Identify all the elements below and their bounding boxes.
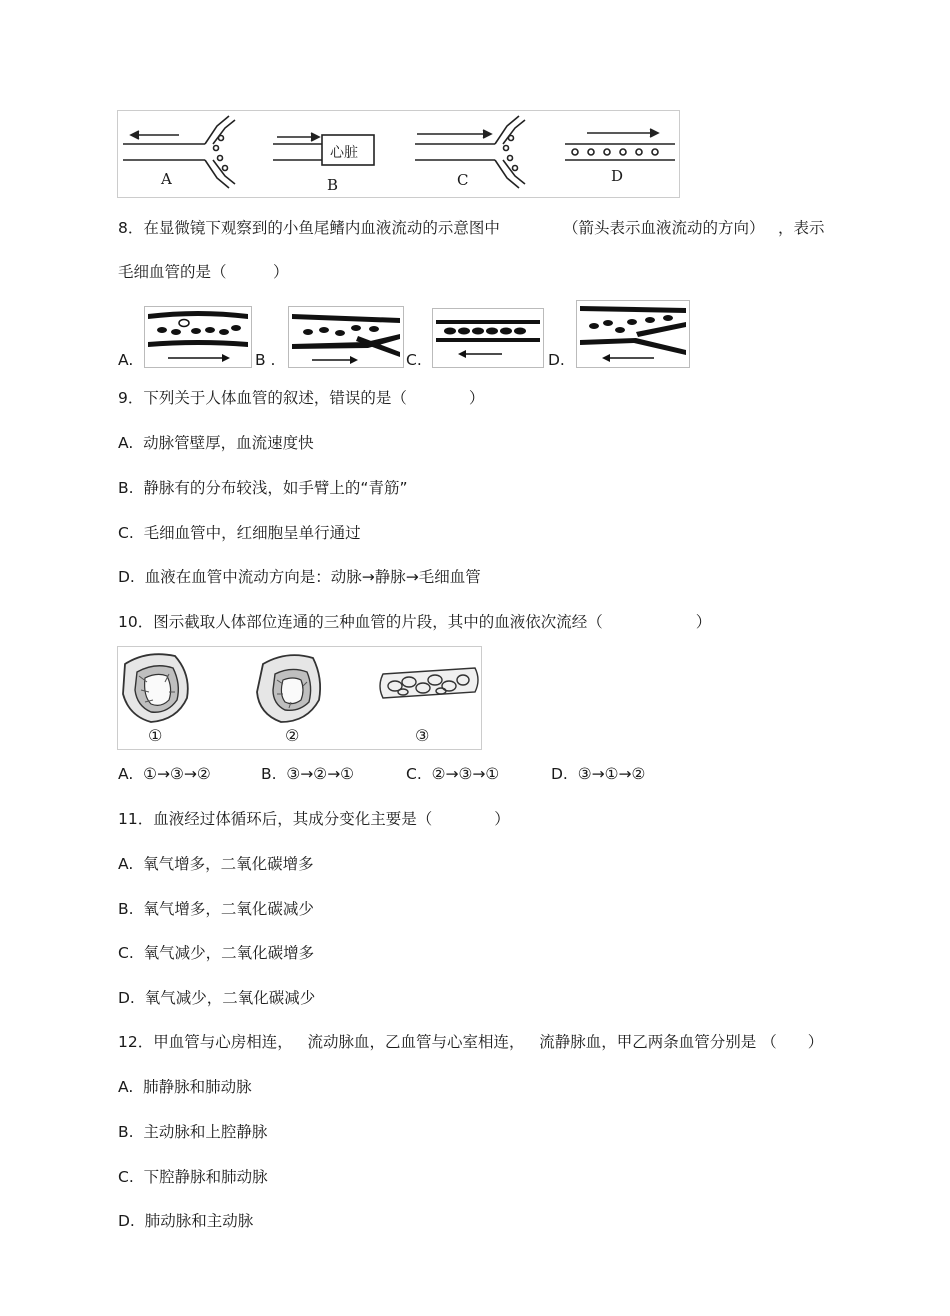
q7-vessel-diagrams xyxy=(117,110,680,198)
q8-option-c-figure[interactable] xyxy=(432,308,544,368)
diagram-a xyxy=(123,116,235,188)
q8-line1-c: ，表示 xyxy=(778,219,825,237)
fig7-label-a: A xyxy=(161,170,172,188)
q10-option-b[interactable]: B. ③→②→① xyxy=(261,765,355,783)
q10-vessel-figure xyxy=(117,646,482,750)
diagram-d xyxy=(565,129,675,160)
q8-option-d-label[interactable]: D. xyxy=(548,351,565,369)
vessel-label-3: ③ xyxy=(415,726,430,745)
vessel-1-section xyxy=(123,654,188,722)
q8-option-d-figure[interactable] xyxy=(576,300,690,368)
vessel-label-1: ① xyxy=(148,726,163,745)
vessel-3-tube xyxy=(380,668,478,698)
heart-box-label: 心脏 xyxy=(330,145,358,161)
q12-option-b[interactable]: B. 主动脉和上腔静脉 xyxy=(118,1123,268,1141)
q9-option-a[interactable]: A. 动脉管壁厚，血流速度快 xyxy=(118,434,314,452)
q12-option-c[interactable]: C. 下腔静脉和肺动脉 xyxy=(118,1168,268,1186)
q9-option-b[interactable]: B. 静脉有的分布较浅，如手臂上的“青筋” xyxy=(118,479,408,497)
q8-option-a-label[interactable]: A. xyxy=(118,351,134,369)
q8-line1-a: 8．在显微镜下观察到的小鱼尾鳍内血液流动的示意图中 xyxy=(118,219,500,237)
vessel-2-section xyxy=(257,655,320,722)
fig7-label-d: D xyxy=(611,167,624,185)
q10-stem: 10．图示截取人体部位连通的三种血管的片段，其中的血液依次流经（ ） xyxy=(118,613,712,631)
q12-option-d[interactable]: D. 肺动脉和主动脉 xyxy=(118,1212,254,1230)
q10-option-c[interactable]: C. ②→③→① xyxy=(406,765,500,783)
q10-option-a[interactable]: A. ①→③→② xyxy=(118,765,211,783)
fig7-label-c: C xyxy=(457,171,469,189)
q11-option-c[interactable]: C. 氧气减少，二氧化碳增多 xyxy=(118,944,315,962)
q7-vessel-figure xyxy=(117,110,680,198)
q9-option-c[interactable]: C. 毛细血管中，红细胞呈单行通过 xyxy=(118,524,361,542)
q11-option-a[interactable]: A. 氧气增多，二氧化碳增多 xyxy=(118,855,314,873)
fig7-label-b: B xyxy=(327,176,339,194)
q9-stem: 9．下列关于人体血管的叙述，错误的是（ ） xyxy=(118,389,485,407)
q10-option-d[interactable]: D. ③→①→② xyxy=(551,765,646,783)
q11-option-b[interactable]: B. 氧气增多，二氧化碳减少 xyxy=(118,900,314,918)
diagram-c xyxy=(415,116,525,188)
q8-option-b-figure[interactable] xyxy=(288,306,404,368)
q12-stem: 12．甲血管与心房相连， 流动脉血，乙血管与心室相连， 流静脉血，甲乙两条血管分别是 （ ） xyxy=(118,1033,824,1051)
q8-option-a-figure[interactable] xyxy=(144,306,252,368)
q11-stem: 11．血液经过体循环后，其成分变化主要是（ ） xyxy=(118,810,510,828)
q8-line1-b: （箭头表示血液流动的方向） xyxy=(563,219,765,237)
vessel-label-2: ② xyxy=(285,726,300,745)
q12-option-a[interactable]: A. 肺静脉和肺动脉 xyxy=(118,1078,252,1096)
q8-option-c-label[interactable]: C. xyxy=(406,351,422,369)
q9-option-d[interactable]: D. 血液在血管中流动方向是：动脉→静脉→毛细血管 xyxy=(118,568,481,586)
q11-option-d[interactable]: D. 氧气减少，二氧化碳减少 xyxy=(118,989,316,1007)
diagram-b xyxy=(273,133,374,165)
q8-option-b-label[interactable]: B . xyxy=(255,351,276,369)
q8-line2: 毛细血管的是（ ） xyxy=(118,263,289,281)
